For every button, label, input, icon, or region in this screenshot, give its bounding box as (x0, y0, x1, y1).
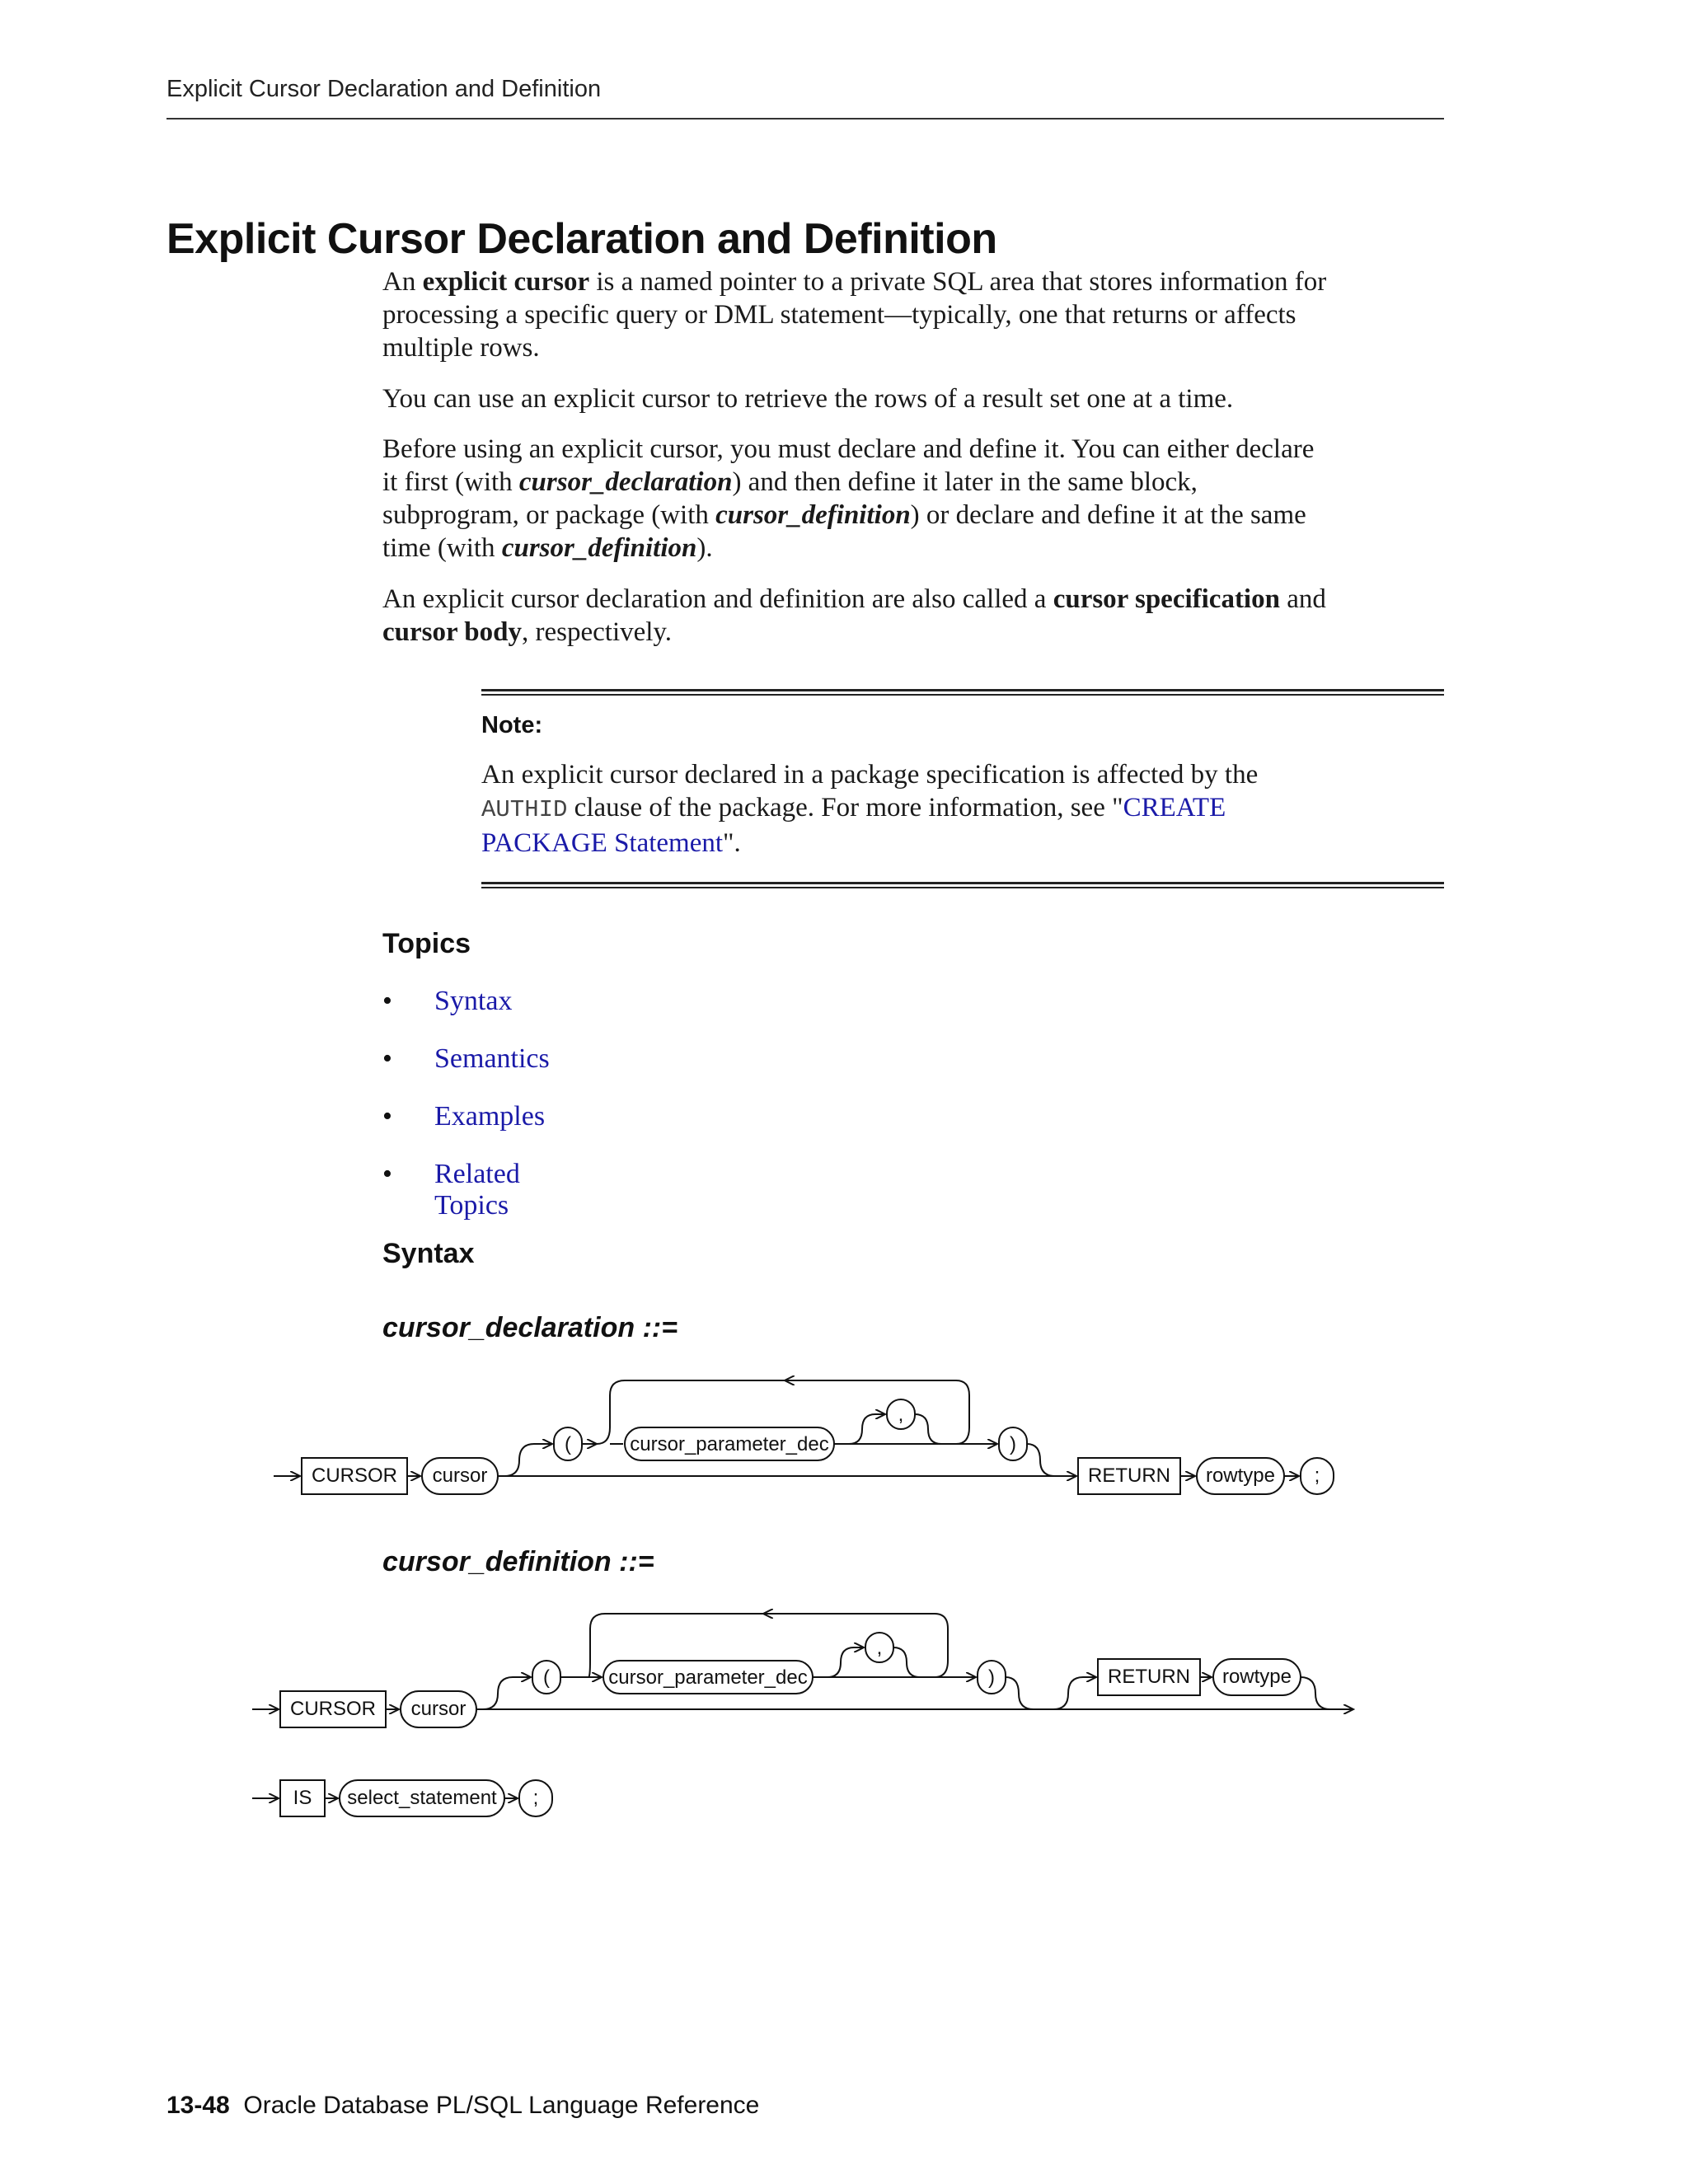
rparen-label: ) (1010, 1433, 1016, 1455)
cursor-definition-heading: cursor_definition ::= (382, 1546, 654, 1577)
comma-label-2: , (876, 1637, 883, 1659)
nt-rowtype-label: rowtype (1205, 1465, 1276, 1487)
semicolon-label: ; (1314, 1465, 1320, 1487)
lparen-label: ( (565, 1433, 571, 1455)
declare-define-paragraph: Before using an explicit cursor, you must declare and define it. You can either declare it first (with cursor_declaration) and then define it later in the same block, subprogram, or package (with cursor_definition) or declare and define it at the same time (with cursor_definition). (382, 434, 1315, 563)
list-item: • Semantics (382, 1043, 550, 1074)
page-title: Explicit Cursor Declaration and Definition (166, 215, 997, 263)
kw-return-label: RETURN (1088, 1465, 1170, 1487)
authid-code: AUTHID (481, 796, 568, 823)
syntax-heading: Syntax (382, 1238, 475, 1269)
lparen-label-2: ( (543, 1666, 550, 1689)
list-item: • Related Topics (382, 1159, 520, 1221)
running-header: Explicit Cursor Declaration and Definition (166, 76, 602, 102)
list-item: • Examples (382, 1101, 546, 1132)
topic-link-examples[interactable]: Examples (434, 1101, 546, 1132)
comma-label: , (898, 1404, 904, 1426)
usage-paragraph: You can use an explicit cursor to retrieve the rows of a result set one at a time. (382, 384, 1234, 414)
intro-paragraph: An explicit cursor is a named pointer to a private SQL area that stores information for processing a specific query or DML statement—typically, one that returns or affects multiple rows. (382, 267, 1327, 363)
nt-param-label-2: cursor_parameter_dec (608, 1666, 808, 1689)
spec-body-paragraph: An explicit cursor declaration and definition are also called a cursor specification and cursor body, respectively. (382, 584, 1326, 647)
cursor-definition-diagram (252, 1614, 1353, 1816)
kw-cursor-label: CURSOR (311, 1465, 398, 1487)
semicolon-label-2: ; (532, 1787, 539, 1809)
book-title: Oracle Database PL/SQL Language Reference (243, 2092, 760, 2119)
kw-cursor-label-2: CURSOR (289, 1698, 377, 1720)
page-number: 13-48 (166, 2092, 230, 2119)
topic-link-syntax[interactable]: Syntax (434, 986, 513, 1016)
nt-param-label: cursor_parameter_dec (630, 1433, 829, 1455)
cursor-declaration-diagram (274, 1380, 1334, 1494)
create-package-link-cont[interactable]: PACKAGE Statement (481, 828, 724, 858)
topics-heading: Topics (382, 928, 471, 959)
nt-select-label: select_statement (347, 1787, 497, 1809)
rparen-label-2: ) (988, 1666, 995, 1689)
nt-rowtype-label-2: rowtype (1221, 1666, 1292, 1688)
topic-link-related[interactable]: Related Topics (434, 1159, 520, 1221)
nt-cursor-label: cursor (432, 1465, 488, 1487)
kw-is-label: IS (293, 1787, 312, 1809)
page-footer (166, 2092, 759, 2120)
note-body: An explicit cursor declared in a package specification is affected by the AUTHID clause of the package. For more information, see "CREATE PACKAGE Statement". (481, 760, 1259, 858)
nt-cursor-label-2: cursor (410, 1698, 467, 1720)
create-package-link[interactable]: CREATE (1123, 793, 1226, 823)
kw-return-label-2: RETURN (1108, 1666, 1190, 1688)
topic-link-semantics[interactable]: Semantics (434, 1043, 550, 1074)
cursor-declaration-heading: cursor_declaration ::= (382, 1312, 678, 1343)
list-item: • Syntax (382, 986, 513, 1016)
note-label: Note: (481, 712, 543, 738)
